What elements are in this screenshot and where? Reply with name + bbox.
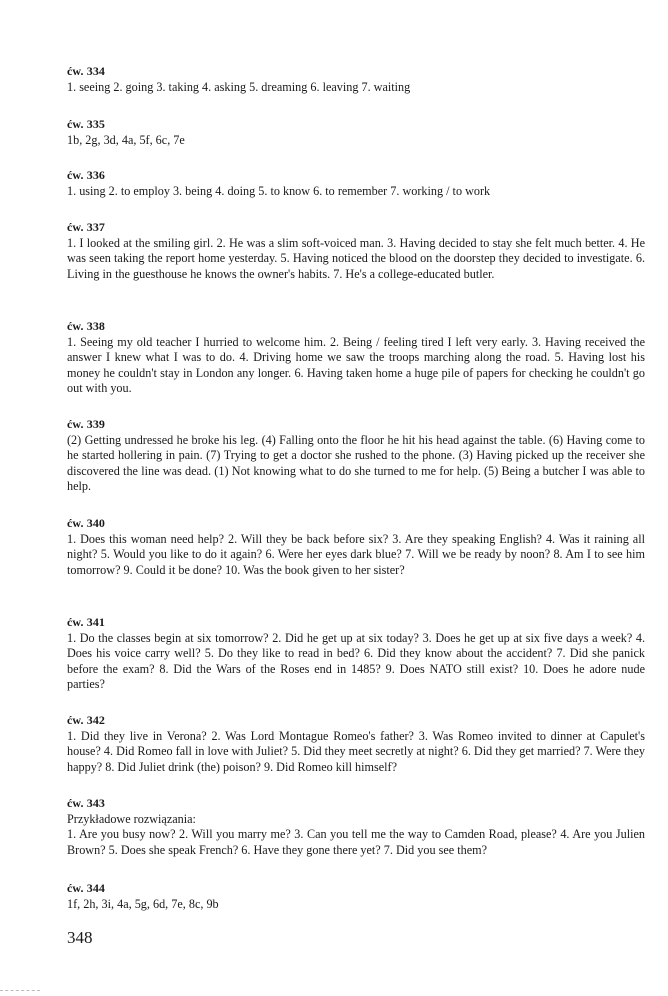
exercise-title: ćw. 337 <box>67 220 106 234</box>
exercise-title: ćw. 336 <box>67 168 106 182</box>
exercise-answers: 1. Are you busy now? 2. Will you marry me? 3. Can you tell me the way to Camden Road, please? 4. Are you Julien Brown? 5. Does she speak French? 6. Have they gone there yet? 7. Did you see them? <box>67 827 645 857</box>
exercise-343 <box>67 796 645 858</box>
exercise-answers: (2) Getting undressed he broke his leg. (4) Falling onto the floor he hit his head against the table. (6) Having come to he started hollering in pain. (7) Trying to get a doctor she rushed to the phone. (3) Having picked up the receiver she discovered the line was dead. (1) Not knowing what to do she turned to me for help. (5) Being a butcher I was able to help. <box>67 433 645 494</box>
exercise-title: ćw. 340 <box>67 516 106 530</box>
exercise-answers: 1. using 2. to employ 3. being 4. doing 5. to know 6. to remember 7. working / to work <box>67 184 491 198</box>
exercise-341 <box>67 615 645 693</box>
exercise-answers: 1f, 2h, 3i, 4a, 5g, 6d, 7e, 8c, 9b <box>67 897 219 911</box>
exercise-answers: 1. Do the classes begin at six tomorrow? 2. Did he get up at six today? 3. Does he get up at six five days a week? 4. Does his voice carry well? 5. Do they like to read in bed? 6. Did they know about the accident? 7. Did she panick before the exam? 8. Did the Wars of the Roses end in 1485? 9. Does NATO still exist? 10. Does he adore nude parties? <box>67 631 645 692</box>
exercise-336 <box>67 168 645 199</box>
exercise-answers: 1. I looked at the smiling girl. 2. He was a slim soft-voiced man. 3. Having decided to stay she felt much better. 4. He was seen taking the report home yesterday. 5. Having noticed the blood on the doorstep they decided to investigate. 6. Living in the guesthouse he knows the owner's habits. 7. He's a college-educated butler. <box>67 236 645 281</box>
exercise-335 <box>67 117 645 148</box>
exercise-title: ćw. 341 <box>67 615 106 629</box>
exercise-title: ćw. 335 <box>67 117 106 131</box>
exercise-title: ćw. 338 <box>67 319 106 333</box>
exercise-334 <box>67 64 645 95</box>
exercise-342 <box>67 713 645 775</box>
exercise-title: ćw. 339 <box>67 417 106 431</box>
page-number: 348 <box>67 928 93 947</box>
exercise-344 <box>67 881 645 912</box>
exercise-title: ćw. 344 <box>67 881 106 895</box>
scan-edge-mark <box>0 990 40 992</box>
exercise-340 <box>67 516 645 578</box>
exercise-answers: 1. Does this woman need help? 2. Will they be back before six? 3. Are they speaking English? 4. Was it raining all night? 5. Would you like to do it again? 6. Were her eyes dark blue? 7. Will we be ready by noon? 8. Am I to see him tomorrow? 9. Could it be done? 10. Was the book given to her sister? <box>67 532 645 577</box>
exercise-answers: 1b, 2g, 3d, 4a, 5f, 6c, 7e <box>67 133 185 147</box>
exercise-337 <box>67 220 645 282</box>
exercise-title: ćw. 342 <box>67 713 106 727</box>
exercise-answers: 1. Did they live in Verona? 2. Was Lord Montague Romeo's father? 3. Was Romeo invited to dinner at Capulet's house? 4. Did Romeo fall in love with Juliet? 5. Did they meet secretly at night? 6. Did they get married? 7. Were they happy? 8. Did Juliet drink (the) poison? 9. Did Romeo kill himself? <box>67 729 645 774</box>
exercise-338 <box>67 319 645 397</box>
exercise-intro: Przykładowe rozwiązania: <box>67 812 196 826</box>
exercise-339 <box>67 417 645 495</box>
exercise-title: ćw. 334 <box>67 64 106 78</box>
exercise-answers: 1. Seeing my old teacher I hurried to welcome him. 2. Being / feeling tired I left very early. 3. Having received the answer I knew what I was to do. 4. Driving home we saw the troops marching along the road. 5. Having lost his money he couldn't stay in London any longer. 6. Having taken home a huge pile of papers for checking he couldn't go out with you. <box>67 335 645 396</box>
exercise-title: ćw. 343 <box>67 796 106 810</box>
exercise-answers: 1. seeing 2. going 3. taking 4. asking 5. dreaming 6. leaving 7. waiting <box>67 80 411 94</box>
